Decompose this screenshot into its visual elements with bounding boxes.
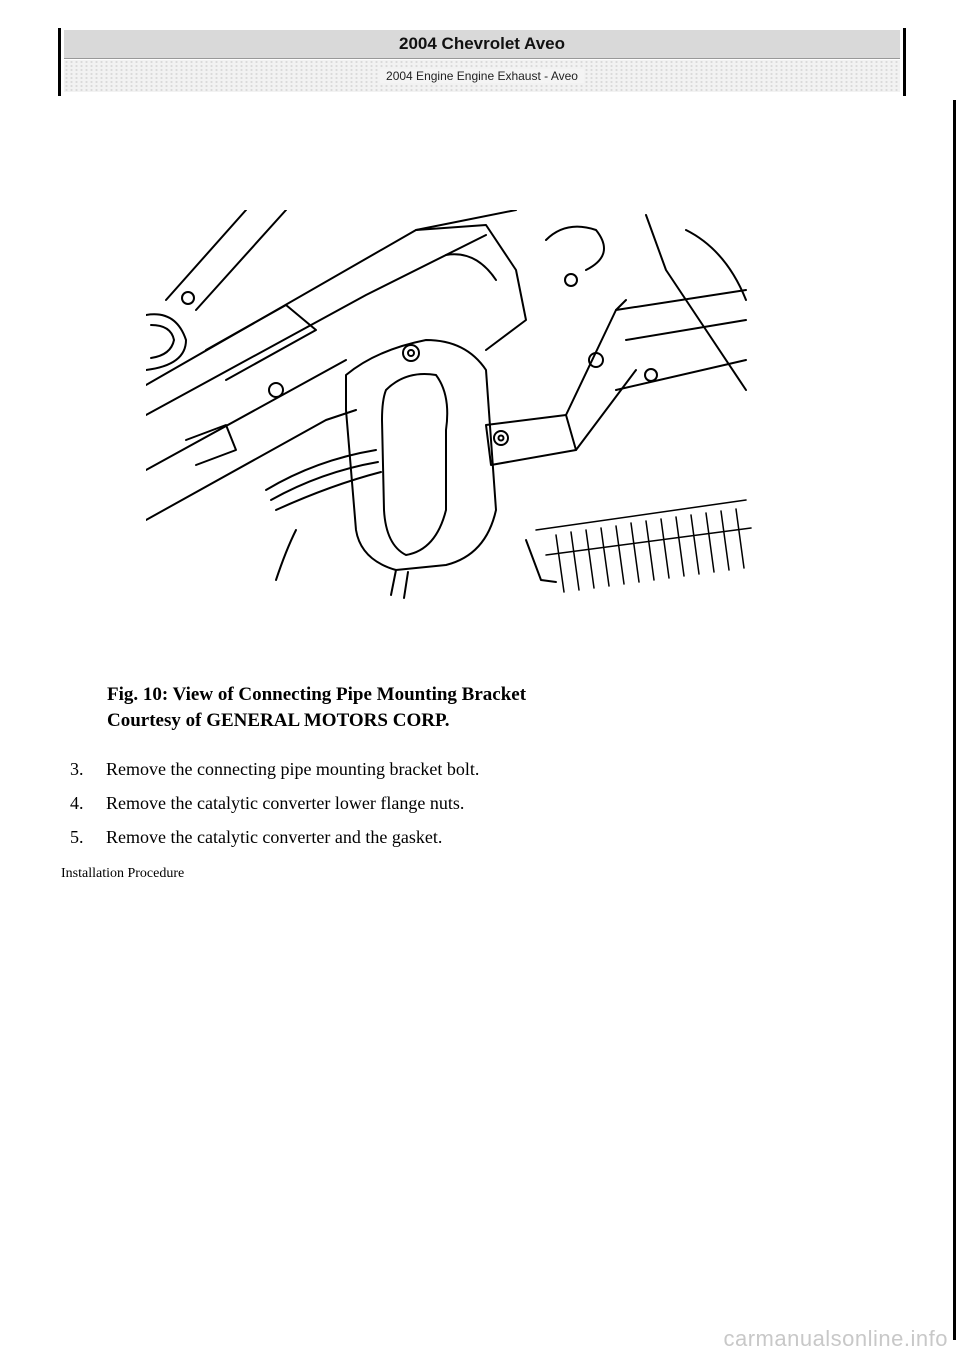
connecting-pipe-bracket-illustration <box>146 210 754 600</box>
step-item <box>70 757 479 791</box>
step-number: 3. <box>70 759 84 779</box>
caption-line-1: Fig. 10: View of Connecting Pipe Mounting Bracket <box>107 684 527 705</box>
step-text: Remove the catalytic converter and the gasket. <box>106 827 443 847</box>
header-right-border <box>903 28 906 96</box>
step-text: Remove the catalytic converter lower flange nuts. <box>106 793 465 813</box>
step-text: Remove the connecting pipe mounting bracket bolt. <box>106 759 480 779</box>
document-subtitle <box>64 60 900 92</box>
transmission-housing <box>546 215 746 390</box>
watermark-link[interactable]: carmanualsonline.info <box>723 1326 948 1351</box>
document-title: 2004 Chevrolet Aveo <box>64 30 900 59</box>
section-heading: Installation Procedure <box>61 866 185 881</box>
right-margin-rule <box>953 100 956 1340</box>
caption-line-2: Courtesy of GENERAL MOTORS CORP. <box>107 710 450 731</box>
wiring-harness <box>266 450 556 598</box>
figure-caption <box>107 682 526 734</box>
procedure-steps <box>70 757 479 859</box>
mounting-bracket <box>486 300 636 465</box>
catalytic-converter <box>346 225 526 570</box>
header-left-border <box>58 28 61 96</box>
step-item <box>70 791 479 825</box>
step-item <box>70 825 479 859</box>
step-number: 4. <box>70 793 84 813</box>
document-subtitle-text: 2004 Engine Engine Exhaust - Aveo <box>380 69 584 83</box>
ribbed-pan <box>536 500 751 592</box>
step-number: 5. <box>70 827 84 847</box>
